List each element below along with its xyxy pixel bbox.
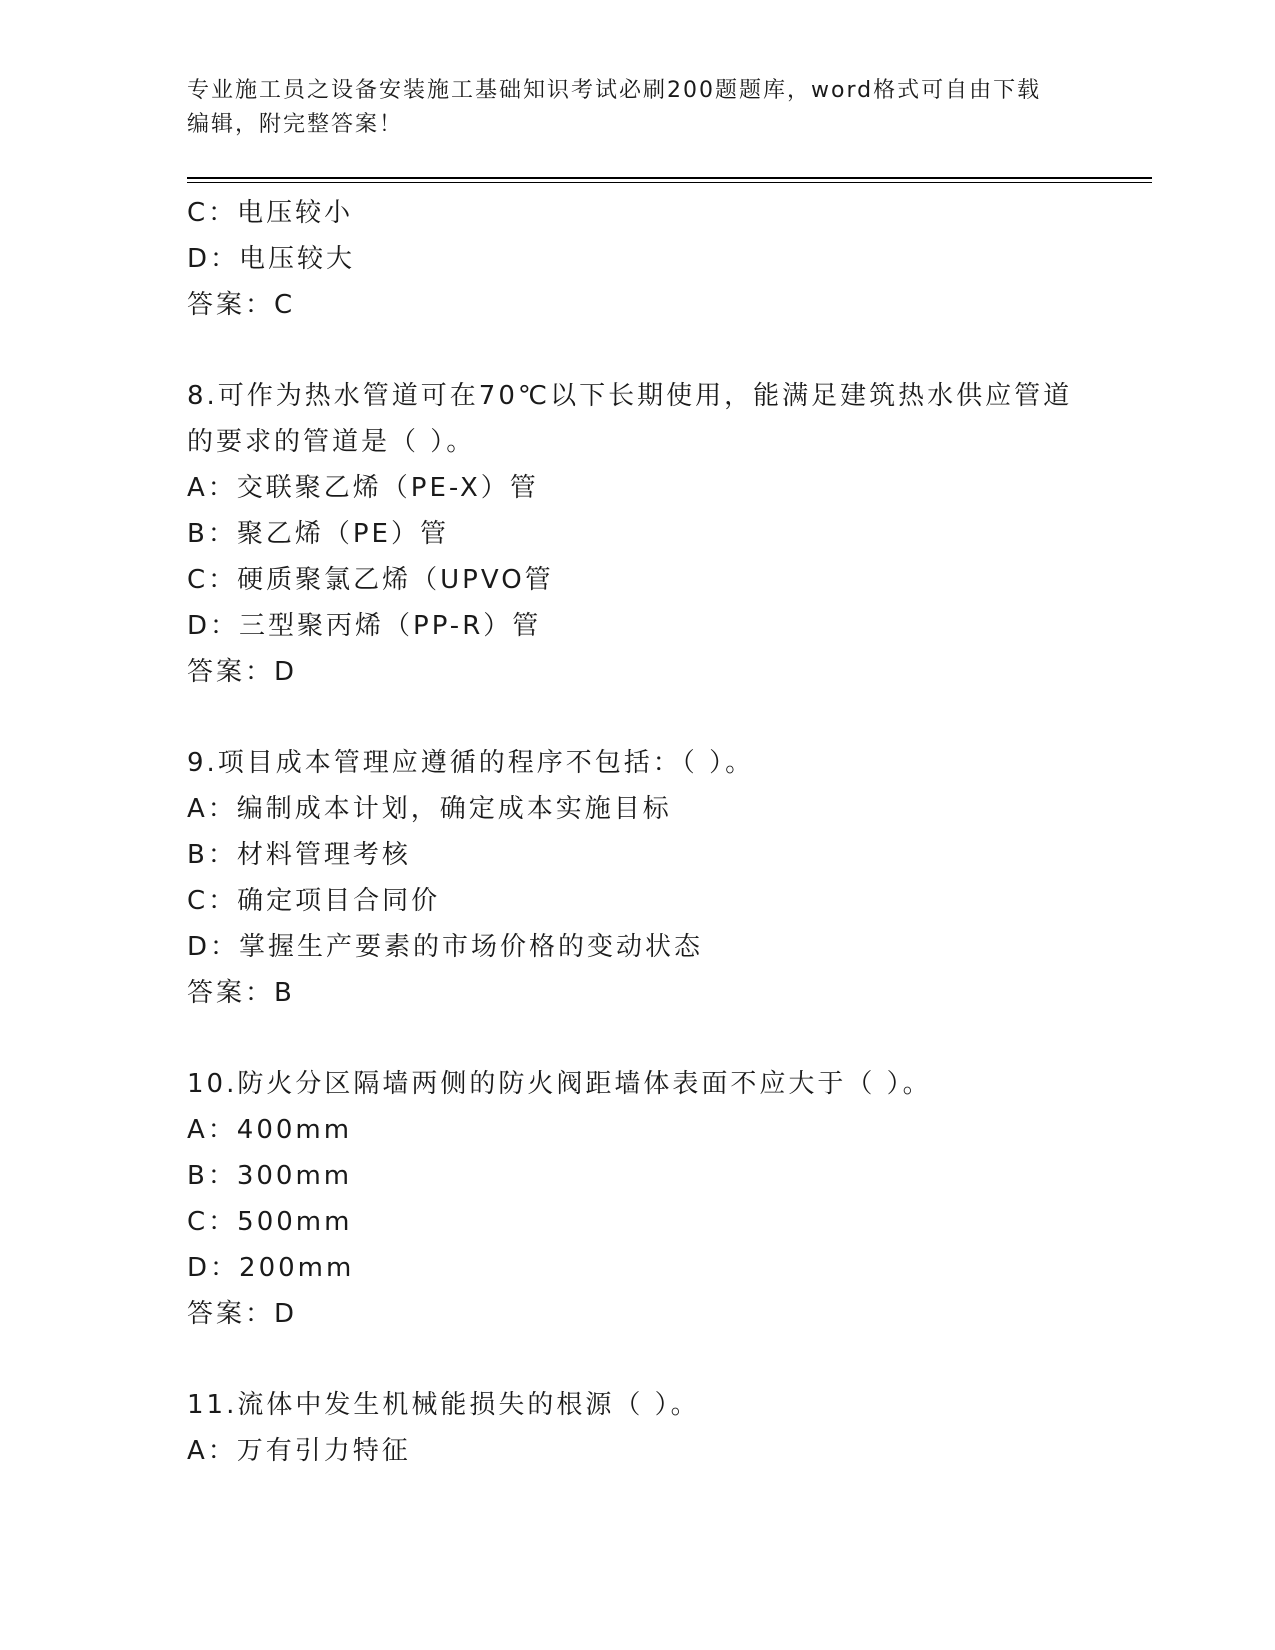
answer: 答案：D: [187, 657, 298, 687]
option-a: A：400mm: [187, 1115, 353, 1145]
option-b: B：聚乙烯（PE）管: [187, 519, 449, 549]
header-divider-thick: [187, 177, 1152, 179]
option-c: C：硬质聚氯乙烯（UPVO管: [187, 565, 554, 595]
question-stem: 8.可作为热水管道可在70℃以下长期使用，能满足建筑热水供应管道: [187, 381, 1073, 411]
question-stem: 10.防火分区隔墙两侧的防火阀距墙体表面不应大于（ ）。: [187, 1069, 932, 1099]
option-d: D：三型聚丙烯（PP-R）管: [187, 611, 542, 641]
question-stem-continued: 的要求的管道是（ ）。: [187, 427, 476, 457]
header-line-1: 专业施工员之设备安装施工基础知识考试必刷200题题库，word格式可自由下载: [187, 78, 1042, 103]
option-a: A：编制成本计划，确定成本实施目标: [187, 794, 672, 824]
option-d: D：电压较大: [187, 244, 356, 274]
header-divider-thin: [187, 182, 1152, 183]
question-stem: 9.项目成本管理应遵循的程序不包括：（ ）。: [187, 748, 755, 778]
option-c: C：确定项目合同价: [187, 886, 441, 916]
question-9: [187, 740, 1087, 1016]
option-b: B：300mm: [187, 1161, 353, 1191]
answer: 答案：D: [187, 1299, 298, 1329]
option-c: C：500mm: [187, 1207, 353, 1237]
answer: 答案：B: [187, 978, 295, 1008]
question-stem: 11.流体中发生机械能损失的根源（ ）。: [187, 1390, 700, 1420]
option-d: D：200mm: [187, 1253, 355, 1283]
question-7-tail: [187, 190, 1087, 328]
option-a: A：万有引力特征: [187, 1436, 411, 1466]
question-11: [187, 1382, 1087, 1474]
option-a: A：交联聚乙烯（PE-X）管: [187, 473, 539, 503]
header-line-2: 编辑，附完整答案！: [187, 112, 404, 137]
answer: 答案：C: [187, 290, 296, 320]
question-list: [187, 190, 1087, 1474]
option-b: B：材料管理考核: [187, 840, 411, 870]
question-8: [187, 373, 1087, 695]
document-header: [187, 74, 1087, 142]
question-10: [187, 1061, 1087, 1337]
option-c: C：电压较小: [187, 198, 354, 228]
option-d: D：掌握生产要素的市场价格的变动状态: [187, 932, 704, 962]
